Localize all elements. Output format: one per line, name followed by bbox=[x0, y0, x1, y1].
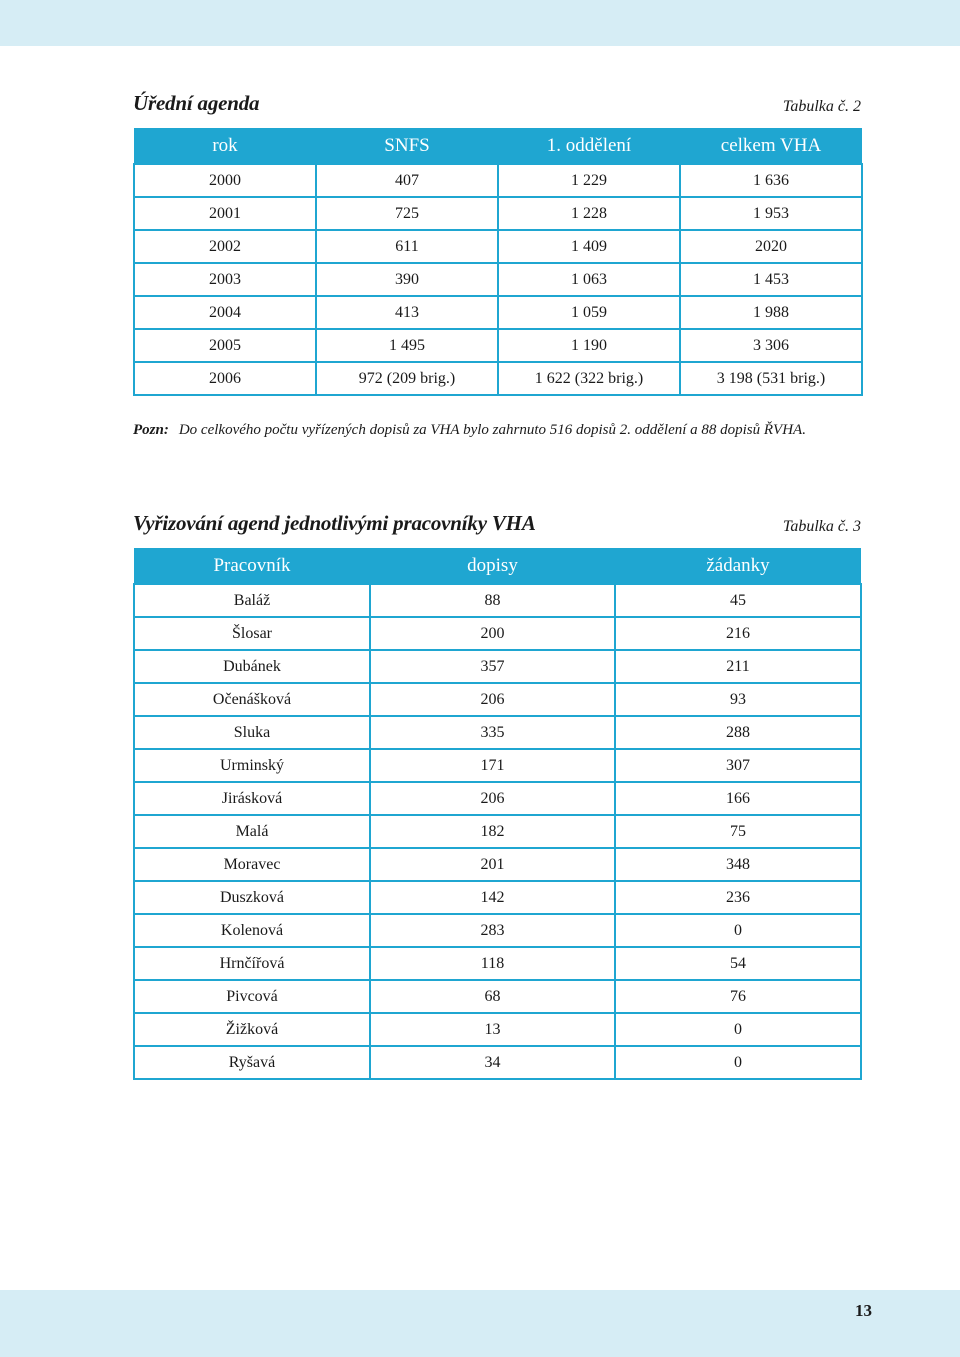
table-cell: 1 409 bbox=[498, 230, 680, 263]
table-cell: 2001 bbox=[134, 197, 316, 230]
t2-header-cell: Pracovník bbox=[134, 548, 370, 584]
table-row bbox=[134, 362, 862, 395]
table-cell: 357 bbox=[370, 650, 615, 683]
table1-body bbox=[134, 164, 862, 395]
top-band bbox=[0, 0, 960, 46]
table-cell: 2004 bbox=[134, 296, 316, 329]
table-cell: 335 bbox=[370, 716, 615, 749]
table-cell: 2006 bbox=[134, 362, 316, 395]
table-cell: 2005 bbox=[134, 329, 316, 362]
table-cell: 1 495 bbox=[316, 329, 498, 362]
table-cell: 34 bbox=[370, 1046, 615, 1079]
table-cell: 1 059 bbox=[498, 296, 680, 329]
table-cell: 75 bbox=[615, 815, 861, 848]
table-cell: 1 453 bbox=[680, 263, 862, 296]
table-cell: Žižková bbox=[134, 1013, 370, 1046]
table-cell: 0 bbox=[615, 1046, 861, 1079]
table-cell: 118 bbox=[370, 947, 615, 980]
bottom-band bbox=[0, 1290, 960, 1357]
t1-header-cell: SNFS bbox=[316, 128, 498, 164]
table-cell: Hrnčířová bbox=[134, 947, 370, 980]
table-cell: Dubánek bbox=[134, 650, 370, 683]
table-cell: Kolenová bbox=[134, 914, 370, 947]
table2-heading bbox=[133, 508, 861, 538]
table-cell: Duszková bbox=[134, 881, 370, 914]
table-row bbox=[134, 749, 861, 782]
t2-header-cell: dopisy bbox=[370, 548, 615, 584]
table-row bbox=[134, 617, 861, 650]
table-row bbox=[134, 296, 862, 329]
table-cell: 142 bbox=[370, 881, 615, 914]
table-cell: 1 953 bbox=[680, 197, 862, 230]
table-row bbox=[134, 329, 862, 362]
table-cell: 236 bbox=[615, 881, 861, 914]
table-cell: 407 bbox=[316, 164, 498, 197]
table1-heading bbox=[133, 88, 861, 118]
table2-header-row bbox=[134, 548, 861, 584]
table-cell: 307 bbox=[615, 749, 861, 782]
t1-header-cell: 1. oddělení bbox=[498, 128, 680, 164]
table-cell: 611 bbox=[316, 230, 498, 263]
table-cell: Moravec bbox=[134, 848, 370, 881]
table-row bbox=[134, 683, 861, 716]
table2-number: Tabulka č. 3 bbox=[782, 518, 861, 535]
table-cell: Malá bbox=[134, 815, 370, 848]
table-cell: 13 bbox=[370, 1013, 615, 1046]
table-cell: 413 bbox=[316, 296, 498, 329]
table-cell: 2020 bbox=[680, 230, 862, 263]
table-cell: 3 306 bbox=[680, 329, 862, 362]
table-cell: 0 bbox=[615, 1013, 861, 1046]
table1-title: Úřední agenda bbox=[133, 91, 260, 115]
note-text: Do celkového počtu vyřízených dopisů za VHA bylo zahrnuto 516 dopisů 2. oddělení a 88 dopisů ŘVHA. bbox=[178, 422, 806, 438]
table-cell: Urminský bbox=[134, 749, 370, 782]
table-cell: 206 bbox=[370, 683, 615, 716]
table-cell: 54 bbox=[615, 947, 861, 980]
table-cell: 972 (209 brig.) bbox=[316, 362, 498, 395]
table-cell: 0 bbox=[615, 914, 861, 947]
table-cell: 211 bbox=[615, 650, 861, 683]
table-cell: 1 622 (322 brig.) bbox=[498, 362, 680, 395]
table-cell: 206 bbox=[370, 782, 615, 815]
table-cell: 88 bbox=[370, 584, 615, 617]
table2 bbox=[133, 548, 862, 1080]
table-cell: 2002 bbox=[134, 230, 316, 263]
table-row bbox=[134, 914, 861, 947]
table-cell: 76 bbox=[615, 980, 861, 1013]
table-row bbox=[134, 848, 861, 881]
table-cell: Baláž bbox=[134, 584, 370, 617]
table-row bbox=[134, 1013, 861, 1046]
table-cell: 1 063 bbox=[498, 263, 680, 296]
table-row bbox=[134, 782, 861, 815]
table-cell: 2000 bbox=[134, 164, 316, 197]
table-row bbox=[134, 716, 861, 749]
t1-header-cell: rok bbox=[134, 128, 316, 164]
page-number: 13 bbox=[855, 1301, 872, 1320]
table-cell: 171 bbox=[370, 749, 615, 782]
table-row bbox=[134, 650, 861, 683]
table-cell: 216 bbox=[615, 617, 861, 650]
table-cell: 93 bbox=[615, 683, 861, 716]
table-row bbox=[134, 230, 862, 263]
table-cell: 1 228 bbox=[498, 197, 680, 230]
table-row bbox=[134, 164, 862, 197]
table-cell: 283 bbox=[370, 914, 615, 947]
table-cell: 390 bbox=[316, 263, 498, 296]
table-cell: 45 bbox=[615, 584, 861, 617]
table-cell: 68 bbox=[370, 980, 615, 1013]
table-row bbox=[134, 263, 862, 296]
table-cell: 1 190 bbox=[498, 329, 680, 362]
t1-header-cell: celkem VHA bbox=[680, 128, 862, 164]
table-cell: 166 bbox=[615, 782, 861, 815]
table2-title: Vyřizování agend jednotlivými pracovníky VHA bbox=[133, 511, 536, 535]
table1-note bbox=[133, 422, 806, 439]
table-row bbox=[134, 980, 861, 1013]
table1-number: Tabulka č. 2 bbox=[782, 98, 861, 115]
table-cell: 2003 bbox=[134, 263, 316, 296]
table-cell: 1 988 bbox=[680, 296, 862, 329]
table-row bbox=[134, 1046, 861, 1079]
table-cell: Sluka bbox=[134, 716, 370, 749]
table-row bbox=[134, 197, 862, 230]
table-row bbox=[134, 815, 861, 848]
table-cell: 201 bbox=[370, 848, 615, 881]
table-row bbox=[134, 947, 861, 980]
table-cell: Pivcová bbox=[134, 980, 370, 1013]
table-cell: 288 bbox=[615, 716, 861, 749]
table2-body bbox=[134, 584, 861, 1079]
table-cell: 3 198 (531 brig.) bbox=[680, 362, 862, 395]
table1-header-row bbox=[134, 128, 862, 164]
table-cell: 1 229 bbox=[498, 164, 680, 197]
table-cell: Šlosar bbox=[134, 617, 370, 650]
table-cell: 725 bbox=[316, 197, 498, 230]
table-cell: Ryšavá bbox=[134, 1046, 370, 1079]
table-cell: 200 bbox=[370, 617, 615, 650]
table-cell: 182 bbox=[370, 815, 615, 848]
table-row bbox=[134, 584, 861, 617]
table-row bbox=[134, 881, 861, 914]
note-label: Pozn: bbox=[133, 422, 169, 438]
table1 bbox=[133, 128, 863, 396]
t2-header-cell: žádanky bbox=[615, 548, 861, 584]
table-cell: 1 636 bbox=[680, 164, 862, 197]
table-cell: Očenášková bbox=[134, 683, 370, 716]
table-cell: 348 bbox=[615, 848, 861, 881]
table-cell: Jirásková bbox=[134, 782, 370, 815]
